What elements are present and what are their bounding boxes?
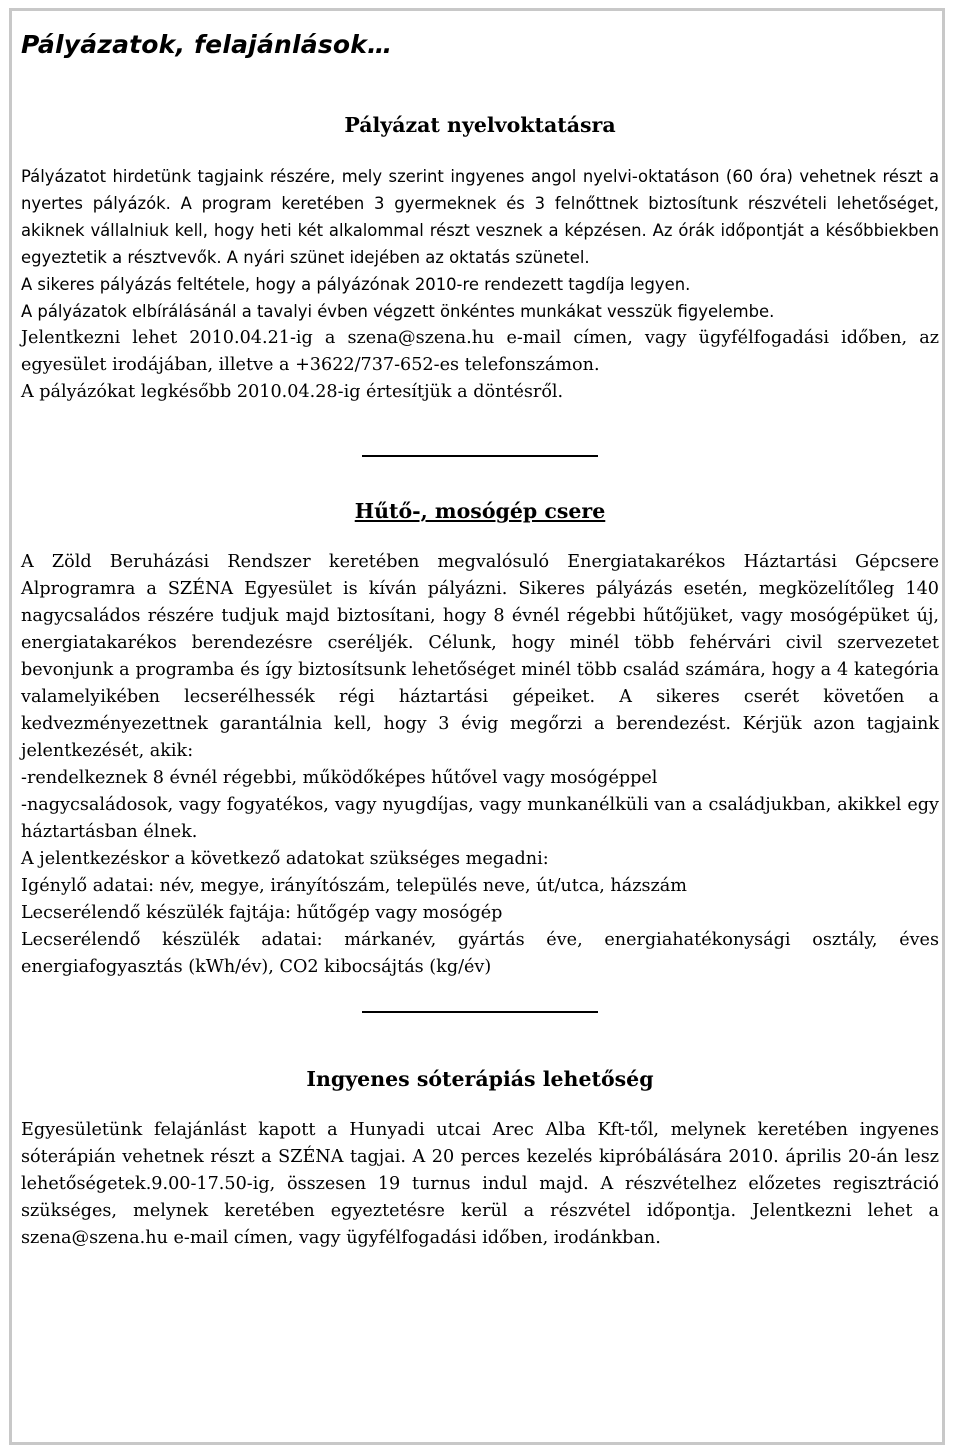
section-language-course	[21, 113, 939, 406]
section-appliance-exchange	[21, 499, 939, 981]
paragraph-applicant-data: Igénylő adatai: név, megye, irányítószám, település neve, út/utca, házszám	[21, 876, 687, 896]
paragraph-appliance-type: Lecserélendő készülék fajtája: hűtőgép vagy mosógép	[21, 903, 503, 923]
paragraph-language-notify: A pályázókat legkésőbb 2010.04.28-ig értesítjük a döntésről.	[21, 382, 564, 402]
paragraph-appliance-intro: A Zöld Beruházási Rendszer keretében megvalósuló Energiatakarékos Háztartási Gépcsere Alprogramra a SZÉNA Egyesület is kíván pályázni. Sikeres pályázás esetén, megközelítőleg 140 nagycsaládos részére tudjuk majd biztosítani, hogy 8 évnél régebbi hűtőjüket, vagy mosógépüket új, energiatakarékos berendezésre cseréljék. Célunk, hogy minél több fehérvári civil szervezetet bevonjunk a programba és így biztosítsunk lehetőséget minél több család számára, hogy a 4 kategória valamelyikében lecserélhessék régi háztartási gépeiket. A sikeres cserét követően a kedvezményezettnek garantálnia kell, hogy 3 évig megőrzi a berendezést. Kérjük azon tagjaink jelentkezését, akik:	[21, 552, 939, 761]
paragraph-language-intro: Pályázatot hirdetünk tagjaink részére, mely szerint ingyenes angol nyelvi-oktatáson (60 óra) vehetnek részt a nyertes pályázók. A program keretében 3 gyermeknek és 3 felnőttnek biztosítunk részvételi lehetőséget, akiknek vállalniuk kell, hogy heti két alkalommal részt vesznek a képzésen. Az órák időpontját a későbbiekben egyeztetik a résztvevők. A nyári szünet idejében az oktatás szünetel.	[21, 167, 939, 267]
paragraph-required-data: A jelentkezéskor a következő adatokat szükséges megadni:	[21, 849, 549, 869]
paragraph-salt-therapy: Egyesületünk felajánlást kapott a Hunyadi utcai Arec Alba Kft-től, melynek keretében ingyenes sóterápián vehetnek részt a SZÉNA tagjai. A 20 perces kezelés kipróbálására 2010. április 20-án lesz lehetőségetek.9.00-17.50-ig, összesen 19 turnus indul majd. A részvételhez előzetes regisztráció szükséges, melynek keretében egyeztetésre kerül a részvétel időpontja. Jelentkezni lehet a szena@szena.hu e-mail címen, vagy ügyfélfogadási időben, irodánkban.	[21, 1120, 939, 1248]
section-title-salt-therapy: Ingyenes sóterápiás lehetőség	[306, 1067, 654, 1091]
section-title-appliance-exchange: Hűtő-, mosógép csere	[354, 499, 606, 523]
paragraph-language-condition: A sikeres pályázás feltétele, hogy a pályázónak 2010-re rendezett tagdíja legyen.	[21, 275, 691, 294]
paragraph-language-apply: Jelentkezni lehet 2010.04.21-ig a szena@szena.hu e-mail címen, vagy ügyfélfogadási időben, az egyesület irodájában, illetve a +3622/737-652-es telefonszámon.	[21, 328, 939, 375]
paragraph-language-evaluation: A pályázatok elbírálásánál a tavalyi évben végzett önkéntes munkákat vesszük figyelembe.	[21, 302, 775, 321]
document-page	[21, 22, 939, 1252]
section-salt-therapy	[21, 1067, 939, 1252]
list-item-criteria-old-appliance: -rendelkeznek 8 évnél régebbi, működőképes hűtővel vagy mosógéppel	[21, 768, 658, 788]
section-separator	[362, 1011, 598, 1013]
list-item-criteria-household: -nagycsaládosok, vagy fogyatékos, vagy nyugdíjas, vagy munkanélküli van a családjukban, akikkel egy háztartásban élnek.	[21, 795, 939, 842]
section-title-language-course: Pályázat nyelvoktatásra	[344, 113, 616, 137]
section-separator	[362, 455, 598, 457]
page-title: Pályázatok, felajánlások…	[21, 30, 393, 59]
paragraph-appliance-details: Lecserélendő készülék adatai: márkanév, gyártás éve, energiahatékonysági osztály, éves energiafogyasztás (kWh/év), CO2 kibocsájtás (kg/év)	[21, 930, 939, 977]
